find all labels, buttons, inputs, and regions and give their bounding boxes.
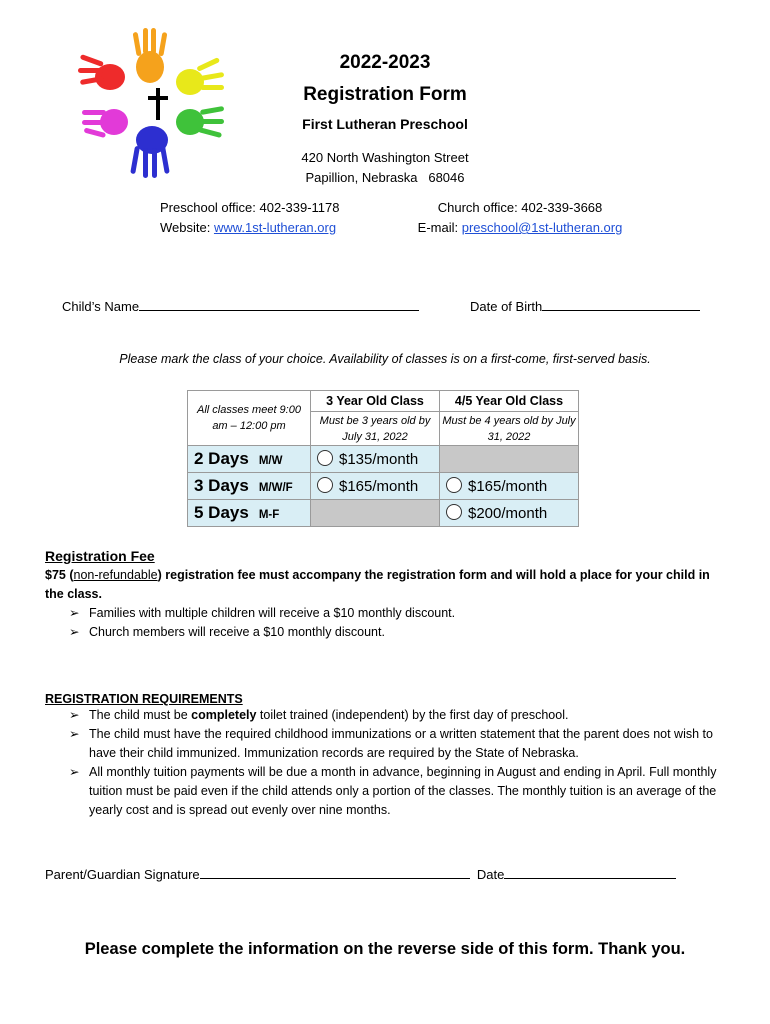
preschool-contact xyxy=(160,198,380,238)
class-options-table xyxy=(187,390,579,527)
child-name-row xyxy=(62,296,419,314)
option-5days-45yr[interactable]: $200/month xyxy=(440,500,579,527)
preschool-office-phone: Preschool office: 402-339-1178 xyxy=(160,200,340,215)
radio-3days-45yr[interactable] xyxy=(446,477,462,493)
pink-hand-icon xyxy=(82,109,128,138)
preschool-hands-logo xyxy=(72,22,232,182)
yellow-hand-icon xyxy=(176,57,224,95)
child-name-field[interactable] xyxy=(139,296,419,311)
row-2days: 2 Days M/W xyxy=(188,446,311,473)
row-3days: 3 Days M/W/F xyxy=(188,473,311,500)
green-hand-icon xyxy=(176,106,224,138)
arrow-bullet-icon: ➢ xyxy=(69,765,80,779)
meet-time-note: All classes meet 9:00 am – 12:00 pm xyxy=(188,391,311,446)
requirement-item: ➢ The child must have the required childhood immunizations or a written statement that the parent does not wish to have their child immunized. Immunization records are required by the State of Nebraska. xyxy=(69,727,713,760)
col-3yr-note: Must be 3 years old by July 31, 2022 xyxy=(311,412,440,446)
church-contact xyxy=(400,198,640,238)
fee-bullet: ➢ Families with multiple children will receive a $10 monthly discount. xyxy=(65,604,725,623)
school-address xyxy=(220,148,550,188)
fee-bullet: ➢ Church members will receive a $10 monthly discount. xyxy=(65,623,725,642)
arrow-bullet-icon: ➢ xyxy=(69,727,80,741)
class-choice-note: Please mark the class of your choice. Availability of classes is on a first-come, first-served basis. xyxy=(119,352,651,366)
col-3yr-title: 3 Year Old Class xyxy=(311,391,440,412)
website-link[interactable]: www.1st-lutheran.org xyxy=(213,220,337,235)
email-link[interactable]: preschool@1st-lutheran.org xyxy=(461,220,623,235)
registration-fee-section xyxy=(45,548,725,642)
fee-title: Registration Fee xyxy=(45,548,155,564)
radio-5days-45yr[interactable] xyxy=(446,504,462,520)
arrow-bullet-icon: ➢ xyxy=(69,708,80,722)
radio-2days-3yr[interactable] xyxy=(317,450,333,466)
radio-3days-3yr[interactable] xyxy=(317,477,333,493)
address-line-2: Papillion, Nebraska 68046 xyxy=(305,170,465,185)
dob-field[interactable] xyxy=(542,296,700,311)
signature-date-field[interactable] xyxy=(504,864,676,879)
church-office-phone: Church office: 402-339-3668 xyxy=(437,200,603,215)
red-hand-icon xyxy=(78,54,125,90)
signature-row xyxy=(45,864,676,882)
requirements-title: REGISTRATION REQUIREMENTS xyxy=(45,692,243,706)
option-3days-45yr[interactable]: $165/month xyxy=(440,473,579,500)
cross-icon xyxy=(148,88,168,120)
child-name-label: Child’s Name xyxy=(62,299,140,314)
reverse-side-notice: Please complete the information on the reverse side of this form. Thank you. xyxy=(84,940,686,958)
unavailable-5days-3yr xyxy=(311,500,440,527)
signature-label: Parent/Guardian Signature xyxy=(45,867,200,882)
signature-field[interactable] xyxy=(200,864,470,879)
requirements-section xyxy=(45,692,725,820)
option-2days-3yr[interactable]: $135/month xyxy=(311,446,440,473)
requirement-item: ➢ The child must be completely toilet trained (independent) by the first day of preschool. xyxy=(65,706,725,725)
row-5days: 5 Days M-F xyxy=(188,500,311,527)
website-label: Website: xyxy=(160,220,214,235)
fee-amount: $75 xyxy=(45,568,66,582)
signature-date-label: Date xyxy=(476,867,505,882)
dob-row xyxy=(470,296,700,314)
fee-text: $75 (non-refundable) registration fee must accompany the registration form and will hold a place for your child in the class. xyxy=(45,568,710,601)
blue-hand-icon xyxy=(130,126,170,178)
school-name: First Lutheran Preschool xyxy=(302,116,468,132)
arrow-bullet-icon: ➢ xyxy=(69,625,80,639)
fee-nonrefundable: non-refundable xyxy=(73,568,158,582)
requirement-item: ➢ All monthly tuition payments will be due a month in advance, beginning in August and ending in April. Full monthly tuition must be paid even if the child attends only a portion of the classes. The monthly tuition is an average of the yearly cost and is spread out evenly over nine months. xyxy=(69,765,717,817)
col-45yr-note: Must be 4 years old by July 31, 2022 xyxy=(440,412,579,446)
school-year: 2022-2023 xyxy=(339,52,431,73)
address-line-1: 420 North Washington Street xyxy=(301,150,469,165)
unavailable-2days-45yr xyxy=(440,446,579,473)
arrow-bullet-icon: ➢ xyxy=(69,606,80,620)
email-label: E-mail: xyxy=(417,220,462,235)
fee-description: registration fee must accompany the registration form and will hold a place for your child in the class. xyxy=(45,568,710,601)
dob-label: Date of Birth xyxy=(470,299,543,314)
option-3days-3yr[interactable]: $165/month xyxy=(311,473,440,500)
form-title: Registration Form xyxy=(303,84,467,105)
col-45yr-title: 4/5 Year Old Class xyxy=(440,391,579,412)
orange-hand-icon xyxy=(133,28,168,83)
